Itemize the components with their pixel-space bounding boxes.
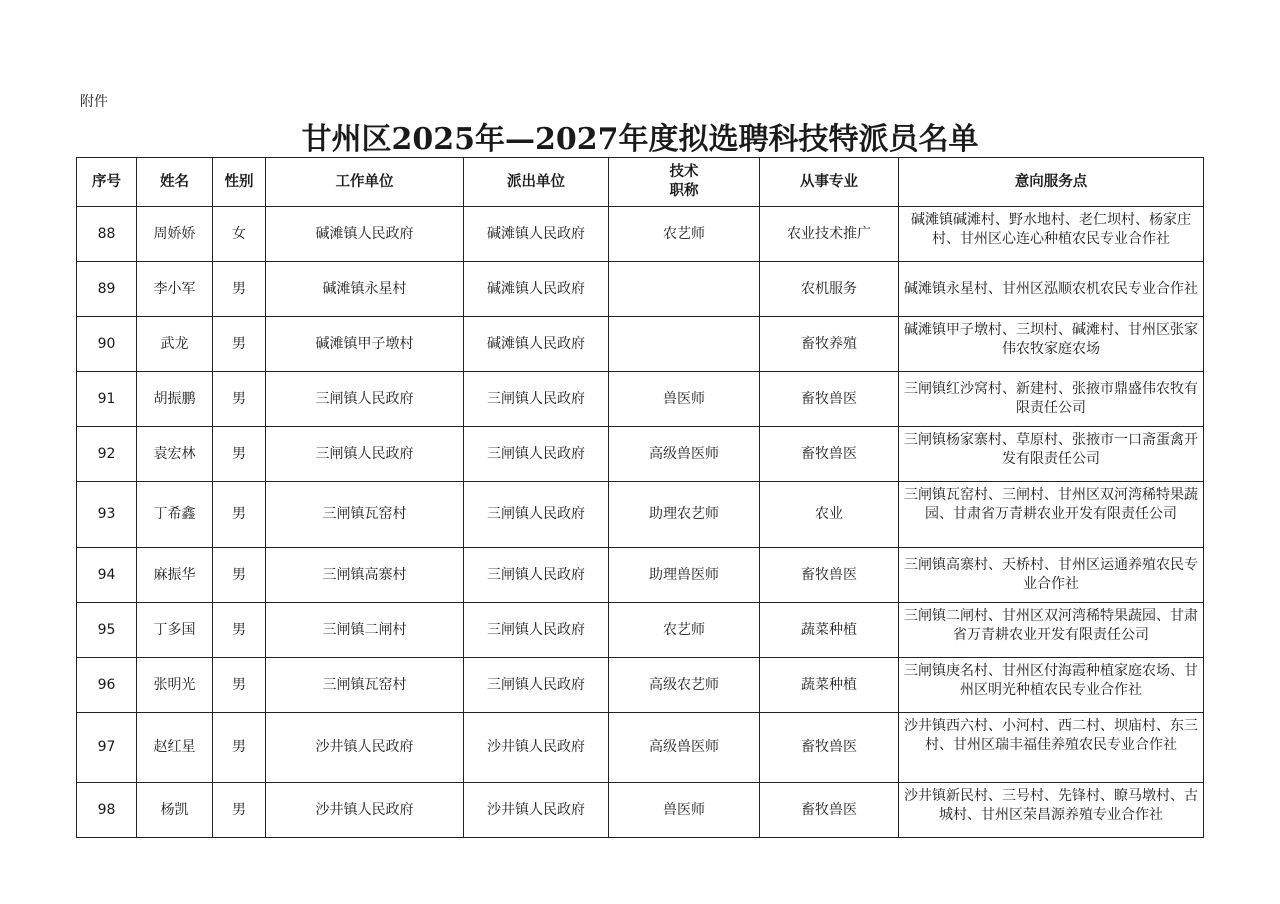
cell-dispatch-unit: 碱滩镇人民政府: [464, 207, 609, 262]
cell-dispatch-unit: 三闸镇人民政府: [464, 603, 609, 658]
cell-gender: 男: [213, 317, 266, 372]
cell-tech-title: 兽医师: [609, 783, 760, 838]
cell-no: 89: [77, 262, 137, 317]
table-row: [77, 548, 1204, 603]
table-header-row: [77, 158, 1204, 207]
cell-gender: 男: [213, 427, 266, 482]
cell-service-points: 三闸镇庚名村、甘州区付海霞种植家庭农场、甘州区明光种植农民专业合作社: [899, 658, 1204, 713]
cell-major: 畜牧兽医: [760, 783, 899, 838]
header-tech-title-line1: 技术: [669, 164, 699, 180]
cell-work-unit: 三闸镇高寨村: [266, 548, 464, 603]
cell-dispatch-unit: 碱滩镇人民政府: [464, 262, 609, 317]
page-title: 甘州区2025年—2027年度拟选聘科技特派员名单: [301, 122, 979, 157]
header-work-unit: 工作单位: [266, 158, 464, 207]
cell-major: 畜牧兽医: [760, 427, 899, 482]
header-no: 序号: [77, 158, 137, 207]
table-row: [77, 207, 1204, 262]
cell-service-points: 三闸镇瓦窑村、三闸村、甘州区双河湾稀特果蔬园、甘肃省万青耕农业开发有限责任公司: [899, 482, 1204, 548]
table-row: [77, 262, 1204, 317]
cell-name: 麻振华: [137, 548, 213, 603]
cell-gender: 男: [213, 548, 266, 603]
header-gender: 性别: [213, 158, 266, 207]
header-major: 从事专业: [760, 158, 899, 207]
cell-dispatch-unit: 三闸镇人民政府: [464, 482, 609, 548]
table-row: [77, 427, 1204, 482]
cell-no: 92: [77, 427, 137, 482]
cell-tech-title: 助理兽医师: [609, 548, 760, 603]
cell-name: 赵红星: [137, 713, 213, 783]
cell-major: 畜牧兽医: [760, 372, 899, 427]
cell-service-points: 三闸镇高寨村、天桥村、甘州区运通养殖农民专业合作社: [899, 548, 1204, 603]
cell-dispatch-unit: 三闸镇人民政府: [464, 372, 609, 427]
cell-no: 94: [77, 548, 137, 603]
header-tech-title-line2: 职称: [669, 183, 699, 199]
cell-no: 97: [77, 713, 137, 783]
table-body: [77, 207, 1204, 838]
cell-work-unit: 三闸镇二闸村: [266, 603, 464, 658]
cell-major: 农业技术推广: [760, 207, 899, 262]
table-row: [77, 482, 1204, 548]
cell-dispatch-unit: 三闸镇人民政府: [464, 658, 609, 713]
cell-service-points: 三闸镇二闸村、甘州区双河湾稀特果蔬园、甘肃省万青耕农业开发有限责任公司: [899, 603, 1204, 658]
cell-gender: 男: [213, 482, 266, 548]
cell-name: 武龙: [137, 317, 213, 372]
header-name: 姓名: [137, 158, 213, 207]
cell-gender: 男: [213, 262, 266, 317]
attachment-label: 附件: [80, 94, 108, 110]
cell-name: 胡振鹏: [137, 372, 213, 427]
cell-dispatch-unit: 三闸镇人民政府: [464, 548, 609, 603]
cell-service-points: 三闸镇红沙窝村、新建村、张掖市鼎盛伟农牧有限责任公司: [899, 372, 1204, 427]
cell-no: 95: [77, 603, 137, 658]
cell-dispatch-unit: 沙井镇人民政府: [464, 783, 609, 838]
cell-work-unit: 碱滩镇甲子墩村: [266, 317, 464, 372]
cell-tech-title: 农艺师: [609, 207, 760, 262]
table-row: [77, 603, 1204, 658]
cell-tech-title: 兽医师: [609, 372, 760, 427]
table-row: [77, 658, 1204, 713]
cell-tech-title: [609, 317, 760, 372]
cell-no: 91: [77, 372, 137, 427]
cell-work-unit: 碱滩镇人民政府: [266, 207, 464, 262]
cell-work-unit: 沙井镇人民政府: [266, 713, 464, 783]
cell-name: 杨凯: [137, 783, 213, 838]
cell-work-unit: 碱滩镇永星村: [266, 262, 464, 317]
cell-tech-title: 高级兽医师: [609, 427, 760, 482]
cell-major: 农机服务: [760, 262, 899, 317]
header-service-points: 意向服务点: [899, 158, 1204, 207]
cell-work-unit: 沙井镇人民政府: [266, 783, 464, 838]
cell-service-points: 碱滩镇永星村、甘州区泓顺农机农民专业合作社: [899, 262, 1204, 317]
cell-name: 袁宏林: [137, 427, 213, 482]
cell-name: 张明光: [137, 658, 213, 713]
header-tech-title: [609, 158, 760, 207]
cell-name: 丁希鑫: [137, 482, 213, 548]
cell-work-unit: 三闸镇人民政府: [266, 427, 464, 482]
cell-no: 90: [77, 317, 137, 372]
table-row: [77, 372, 1204, 427]
cell-service-points: 沙井镇新民村、三号村、先锋村、瞭马墩村、古城村、甘州区荣昌源养殖专业合作社: [899, 783, 1204, 838]
cell-major: 畜牧兽医: [760, 713, 899, 783]
cell-dispatch-unit: 碱滩镇人民政府: [464, 317, 609, 372]
table-row: [77, 317, 1204, 372]
cell-tech-title: [609, 262, 760, 317]
cell-dispatch-unit: 沙井镇人民政府: [464, 713, 609, 783]
cell-major: 畜牧养殖: [760, 317, 899, 372]
cell-gender: 女: [213, 207, 266, 262]
cell-dispatch-unit: 三闸镇人民政府: [464, 427, 609, 482]
cell-major: 畜牧兽医: [760, 548, 899, 603]
cell-work-unit: 三闸镇瓦窑村: [266, 658, 464, 713]
cell-no: 96: [77, 658, 137, 713]
cell-gender: 男: [213, 658, 266, 713]
cell-gender: 男: [213, 372, 266, 427]
cell-tech-title: 高级农艺师: [609, 658, 760, 713]
cell-tech-title: 助理农艺师: [609, 482, 760, 548]
roster-table: [76, 157, 1204, 838]
cell-gender: 男: [213, 603, 266, 658]
cell-service-points: 碱滩镇碱滩村、野水地村、老仁坝村、杨家庄村、甘州区心连心种植农民专业合作社: [899, 207, 1204, 262]
cell-name: 周娇娇: [137, 207, 213, 262]
cell-major: 蔬菜种植: [760, 658, 899, 713]
cell-work-unit: 三闸镇人民政府: [266, 372, 464, 427]
header-dispatch-unit: 派出单位: [464, 158, 609, 207]
cell-service-points: 沙井镇西六村、小河村、西二村、坝庙村、东三村、甘州区瑞丰福佳养殖农民专业合作社: [899, 713, 1204, 783]
cell-service-points: 碱滩镇甲子墩村、三坝村、碱滩村、甘州区张家伟农牧家庭农场: [899, 317, 1204, 372]
cell-name: 丁多国: [137, 603, 213, 658]
cell-no: 88: [77, 207, 137, 262]
cell-tech-title: 农艺师: [609, 603, 760, 658]
cell-no: 93: [77, 482, 137, 548]
cell-gender: 男: [213, 713, 266, 783]
cell-tech-title: 高级兽医师: [609, 713, 760, 783]
cell-major: 农业: [760, 482, 899, 548]
cell-name: 李小军: [137, 262, 213, 317]
cell-work-unit: 三闸镇瓦窑村: [266, 482, 464, 548]
table-row: [77, 713, 1204, 783]
cell-gender: 男: [213, 783, 266, 838]
cell-no: 98: [77, 783, 137, 838]
table-row: [77, 783, 1204, 838]
cell-service-points: 三闸镇杨家寨村、草原村、张掖市一口斋蛋禽开发有限责任公司: [899, 427, 1204, 482]
cell-major: 蔬菜种植: [760, 603, 899, 658]
